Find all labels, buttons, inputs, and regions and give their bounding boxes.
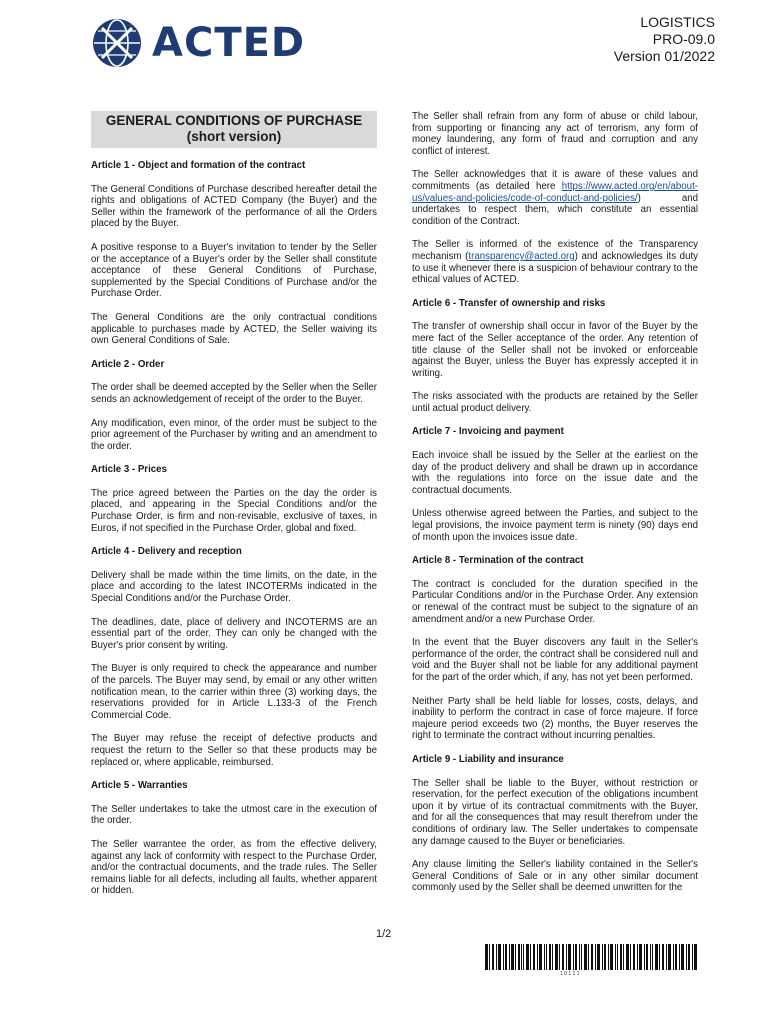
paragraph: The transfer of ownership shall occur in favor of the Buyer by the mere fact of the Seller acceptance of the order. Any retention of title clause of the Seller shall not be invoked or enforceable against the Buyer, unless the Buyer has expressly accepted it in writing. — [412, 321, 698, 379]
page-number: 1/2 — [376, 928, 392, 940]
article-5-heading: Article 5 - Warranties — [91, 780, 188, 792]
article-7-heading: Article 7 - Invoicing and payment — [412, 426, 564, 438]
page-title: GENERAL CONDITIONS OF PURCHASE — [105, 113, 363, 128]
paragraph: The contract is concluded for the duration specified in the Particular Conditions and/or in the Purchase Order. Any extension or renewal of the contract must be subject to the signature of an amendment and/or a new Purchase Order. — [412, 578, 698, 625]
paragraph: The deadlines, date, place of delivery and INCOTERMS are an essential part of the order. They can only be changed with the Buyer's prior consent by writing. — [91, 616, 377, 651]
title-box — [91, 111, 377, 148]
code-of-conduct-link[interactable]: https://www.acted.org/en/about-us/values-and-policies/code-of-conduct-and-policies/ — [412, 180, 698, 204]
paragraph: Unless otherwise agreed between the Parties, and subject to the legal provisions, the invoice payment term is ninety (90) days end of month upon the invoices issue date. — [412, 508, 698, 543]
article-3-heading: Article 3 - Prices — [91, 464, 167, 476]
paragraph: Any clause limiting the Seller's liability contained in the Seller's General Conditions of Sale or in any other similar document commonly used by the Seller shall be deemed unwritten for the — [412, 859, 698, 894]
paragraph: Each invoice shall be issued by the Seller at the earliest on the day of the product delivery and shall be drawn up in accordance with the regulations into force on the issue date and the contractual documents. — [412, 450, 698, 496]
paragraph: The Buyer may refuse the receipt of defective products and request the return to the Seller so that these products may be replaced or, where applicable, reimbursed. — [91, 733, 377, 768]
paragraph: The Buyer is only required to check the appearance and number of the parcels. The Buyer may send, by email or any other written notification mean, to the carrier within three (3) working days, the reservations provided for in Article L.133-3 of the French Commercial Code. — [91, 663, 377, 721]
article-1-heading: Article 1 - Object and formation of the contract — [91, 160, 306, 171]
paragraph: Any modification, even minor, of the order must be subject to the prior agreement of the Purchaser by writing and an amendment to the order. — [91, 417, 377, 452]
paragraph: In the event that the Buyer discovers any fault in the Seller's performance of the order, the contract shall be considered null and void and the Buyer shall not be liable for any additional payment for the part of the order which, if any, has not yet been performed. — [412, 637, 698, 683]
article-4-heading: Article 4 - Delivery and reception — [91, 546, 242, 558]
paragraph — [412, 169, 698, 227]
paragraph: The Seller shall be liable to the Buyer, without restriction or reservation, for the perfect execution of the obligations incumbent upon it by virtue of its contractual commitments with the Buyer, and for all the consequences that may result therefrom under the conditions of ordinary law. The Seller undertakes to compensate any damage caused to the Buyer or beneficiaries. — [412, 777, 698, 847]
logo-text: ACTED — [152, 20, 306, 66]
paragraph: The Seller shall refrain from any form of abuse or child labour, from supporting or financing any act of terrorism, any form of money laundering, any form of fraud and corruption and any conflict of interest. — [412, 111, 698, 157]
text: ) and acknowledges its duty to use it whenever there is a suspicion of behaviour contrary to the ethical values of ACTED. — [412, 250, 698, 286]
document-reference — [614, 14, 715, 65]
acted-logo — [92, 18, 305, 68]
paragraph: The order shall be deemed accepted by the Seller when the Seller sends an acknowledgement of receipt of the order to the Buyer. — [91, 382, 377, 405]
paragraph: Delivery shall be made within the time limits, on the date, in the place and according to the latest INCOTERMs indicated in the Special Conditions and/or the Purchase Order. — [91, 569, 377, 605]
barcode — [485, 944, 700, 970]
right-column — [412, 111, 698, 906]
paragraph — [412, 239, 698, 285]
paragraph: The risks associated with the products are retained by the Seller until actual product delivery. — [412, 391, 698, 414]
barcode-number: 1 0 1 1 1 — [560, 971, 580, 977]
text: The Seller is informed of the existence of the Transparency mechanism ( — [412, 239, 698, 262]
paragraph: The Seller warrantee the order, as from the effective delivery, against any lack of conformity with respect to the Purchase Order, and/or the contractual documents, and the trade rules. The Seller remains liable for all defects, including all faults, whether apparent or hidden. — [91, 838, 377, 897]
text: ) and undertakes to respect them, which constitute an essential condition of the Contract. — [412, 192, 698, 227]
paragraph: The General Conditions are the only contractual conditions applicable to purchases made by ACTED, the Seller waiving its own General Conditions of Sale. — [91, 311, 377, 347]
paragraph: Neither Party shall be held liable for losses, costs, delays, and inability to perform the contract in case of force majeure. If force majeure period exceeds two (2) months, the Buyer reserves the right to terminate the contract without incurring penalties. — [412, 695, 698, 742]
paragraph: The price agreed between the Parties on the day the order is placed, and appearing in the Special Conditions and/or the Purchase Order, is firm and non-revisable, exclusive of taxes, in Euros, if not specified in the Purchase Order, global and fixed. — [91, 487, 377, 534]
transparency-email-link[interactable]: transparency@acted.org — [468, 250, 575, 262]
text: The Seller acknowledges that it is aware of these values and commitments (as detailed here — [412, 169, 698, 192]
left-column — [91, 111, 377, 909]
department: LOGISTICS — [640, 14, 715, 30]
paragraph: The Seller undertakes to take the utmost care in the execution of the order. — [91, 803, 377, 827]
paragraph: A positive response to a Buyer's invitation to tender by the Seller or the acceptance of a Buyer's order by the Seller shall constitute acceptance of these General Conditions of Purchase, supplemented by the Special Conditions of Purchase and/or the Purchase Order. — [91, 241, 377, 300]
document-version: Version 01/2022 — [613, 48, 715, 64]
article-8-heading: Article 8 - Termination of the contract — [412, 555, 584, 567]
globe-icon — [92, 18, 142, 68]
document-code: PRO-09.0 — [652, 31, 715, 47]
page-subtitle: (short version) — [186, 129, 282, 144]
paragraph: The General Conditions of Purchase described hereafter detail the rights and obligations of ACTED Company (the Buyer) and the Seller within the framework of the performance of all the Orders placed by the Buyer. — [91, 183, 377, 230]
article-2-heading: Article 2 - Order — [91, 358, 165, 370]
article-9-heading: Article 9 - Liability and insurance — [412, 753, 564, 765]
article-6-heading: Article 6 - Transfer of ownership and risks — [412, 297, 606, 309]
